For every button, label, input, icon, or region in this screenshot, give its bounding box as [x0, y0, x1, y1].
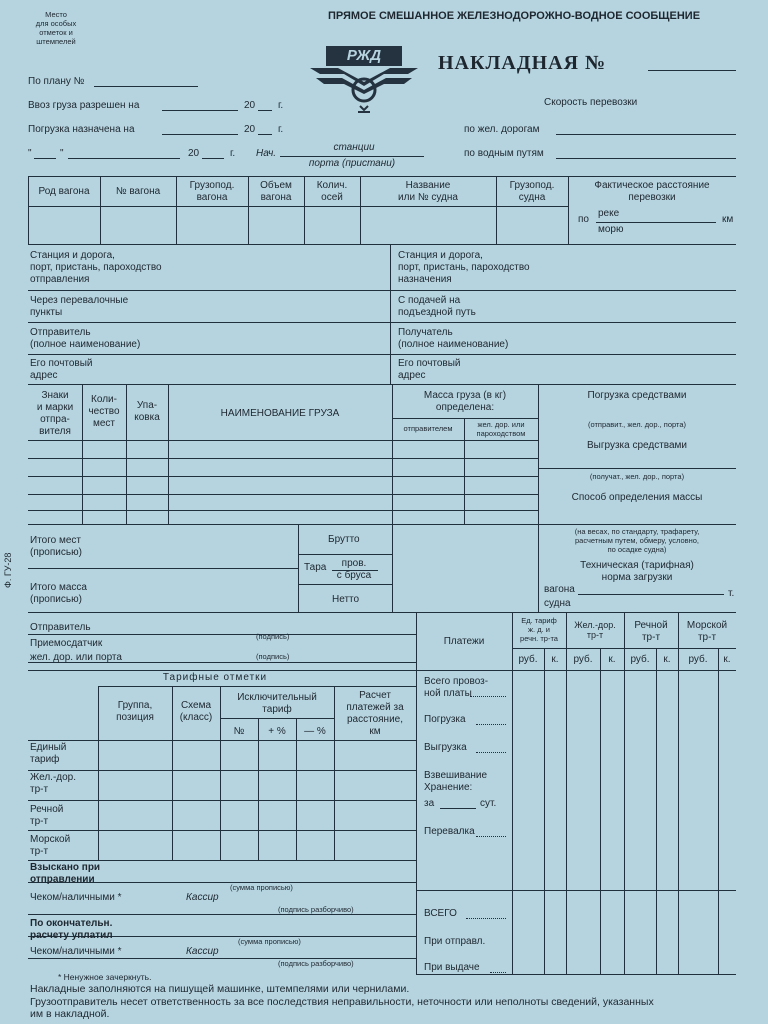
quote-mark: " [60, 148, 64, 159]
receiver-label: Получатель (полное наименование) [398, 327, 509, 350]
ship-label: судна [544, 598, 571, 609]
brutto-label: Брутто [328, 534, 360, 545]
tariff-minus-label: — % [304, 726, 326, 737]
netto-label: Нетто [332, 594, 360, 605]
footer-line2: Грузоотправитель несет ответственность за все последствия неправильности, неточности или неполноты сведений, указанных [30, 996, 654, 1008]
mass-method-label: Способ определения массы [571, 492, 703, 503]
col-places: Коли- чество мест [88, 394, 120, 429]
loading-by-note: (отправит., жел. дор., порта) [587, 420, 687, 429]
loading-year-field[interactable] [258, 134, 272, 135]
station-departure-label: Станция и дорога, порт, пристань, пароходство отправления [30, 250, 162, 285]
kop-label: к. [663, 654, 671, 665]
cashier-label: Кассир [186, 946, 219, 957]
doc-title: НАКЛАДНАЯ № [438, 52, 607, 74]
footer-note: * Ненужное зачеркнуть. [58, 972, 152, 982]
signature-hint: (подпись) [256, 652, 290, 661]
final-payment-label: По окончательн. расчету уплатил [30, 918, 113, 941]
tara-label: Тара [304, 562, 327, 573]
unloading-by-label: Выгрузка средствами [586, 440, 687, 451]
mass-method-note: (на весах, по стандарту, трафарету, расчетным путем, обмеру, условно, по осадке судна) [574, 527, 700, 554]
km-label: км [722, 214, 734, 225]
station-destination-label: Станция и дорога, порт, пристань, пароходство назначения [398, 250, 530, 285]
kop-label: к. [551, 654, 559, 665]
import-year-field[interactable] [258, 110, 272, 111]
col-river: Речной тр-т [634, 620, 668, 643]
pay-row-freight: Всего провоз- ной платы [424, 676, 489, 699]
month-field[interactable] [68, 158, 180, 159]
collected-departure-label: Взыскано при отправлении [30, 862, 101, 885]
rub-label: руб. [573, 654, 593, 665]
pay-on-delivery-label: При выдаче [424, 962, 480, 973]
year-label: 20 [244, 124, 256, 135]
col-marks: Знаки и марки отпра- вителя [36, 390, 74, 437]
pay-for-label: за [424, 798, 435, 809]
tariff-exclusive-label: Исключительный тариф [237, 692, 317, 715]
form-code: Ф. ГУ-28 [3, 552, 13, 588]
speed-label: Скорость перевозки [544, 97, 638, 108]
col-ship-name: Название или № судна [398, 180, 458, 203]
wagon-norm-field[interactable] [578, 594, 724, 595]
col-packing: Упа- ковка [134, 400, 160, 423]
col-rail: Жел.-дор. тр-т [574, 620, 616, 640]
rub-label: руб. [688, 654, 708, 665]
import-allowed-label: Ввоз груза разрешен на [28, 100, 140, 111]
col-axles: Колич. осей [316, 180, 348, 203]
col-cargo-name: НАИМЕНОВАНИЕ ГРУЗА [220, 408, 340, 419]
amount-hint: (сумма прописью) [238, 937, 301, 946]
top-title: ПРЯМОЕ СМЕШАННОЕ ЖЕЛЕЗНОДОРОЖНО-ВОДНОЕ СООБЩЕНИЕ [328, 10, 701, 22]
stantsii-label: станции [333, 142, 375, 153]
col-wagon-capacity: Грузопод. вагона [189, 180, 235, 203]
pay-row-transship: Перевалка [424, 826, 475, 837]
col-wagon-type: Род вагона [38, 186, 90, 197]
tariff-row-unified: Единый тариф [30, 742, 67, 765]
payments-title: Платежи [443, 636, 485, 647]
by-rail-label: жел. дор. или пароходством [476, 420, 526, 438]
t-label: т. [728, 588, 735, 599]
reke-label: реке [598, 208, 620, 219]
year-field[interactable] [202, 158, 224, 159]
footer-line1: Накладные заполняются на пишущей машинке, штемпелями или чернилами. [30, 983, 410, 995]
total-mass-label: Итого масса (прописью) [30, 582, 87, 605]
amount-hint: (сумма прописью) [230, 883, 293, 892]
kop-label: к. [723, 654, 731, 665]
receiver-address-label: Его почтовый адрес [398, 358, 461, 381]
receiver-agent-label: Приемосдатчик жел. дор. или порта [30, 638, 122, 663]
cashier-label: Кассир [186, 892, 219, 903]
quote-mark: " [28, 148, 32, 159]
by-plan-label: По плану № [28, 76, 85, 87]
po-label: по [578, 214, 589, 225]
pay-row-loading: Погрузка [424, 714, 466, 725]
col-sea: Морской тр-т [686, 620, 728, 643]
footer-line3: им в накладной. [30, 1008, 110, 1020]
pay-on-departure-label: При отправл. [424, 936, 486, 947]
col-wagon-number: № вагона [115, 186, 161, 197]
col-ship-capacity: Грузопод. судна [509, 180, 555, 203]
total-places-label: Итого мест (прописью) [30, 535, 82, 558]
loading-assigned-label: Погрузка назначена на [28, 124, 135, 135]
tariff-plus-label: + % [268, 726, 286, 737]
tariff-row-sea: Морской тр-т [30, 834, 71, 857]
tariff-scheme-label: Схема (класс) [179, 700, 213, 723]
pay-total-label: ВСЕГО [424, 908, 457, 919]
g-label: г. [278, 124, 284, 135]
distance-field[interactable] [596, 222, 716, 223]
tariff-no-label: № [233, 726, 245, 737]
transfer-points-label: Через перевалочные пункты [30, 295, 129, 318]
pay-days-label: сут. [480, 798, 497, 809]
sign-clear-hint: (подпись разборчиво) [278, 959, 354, 968]
by-sender-label: отправителем [403, 424, 453, 433]
tariff-row-rail: Жел.-дор. тр-т [30, 772, 77, 795]
year-label: 20 [244, 100, 256, 111]
cheque-label: Чеком/наличными * [30, 946, 122, 957]
water-speed-field[interactable] [556, 158, 736, 159]
day-field[interactable] [34, 158, 56, 159]
rail-roads-label: по жел. дорогам [464, 124, 540, 135]
tariff-calc-label: Расчет платежей за расстояние, км [346, 690, 404, 737]
g-label: г. [278, 100, 284, 111]
rub-label: руб. [630, 654, 650, 665]
storage-days-field[interactable] [440, 808, 476, 809]
pay-row-weighing: Взвешивание Хранение: [424, 770, 488, 793]
col-wagon-volume: Объем вагона [260, 180, 292, 203]
stamp-place-label: Место для особых отметок и штемпелей [35, 10, 77, 46]
logo-text: РЖД [346, 47, 382, 64]
rail-speed-field[interactable] [556, 134, 736, 135]
mass-by-label: Масса груза (в кг) определена: [423, 390, 507, 413]
tariff-group-label: Группа, позиция [116, 700, 154, 723]
loading-by-label: Погрузка средствами [587, 390, 687, 401]
water-ways-label: по водным путям [464, 148, 544, 159]
col-distance: Фактическое расстояние перевозки [594, 180, 710, 203]
moryu-label: морю [598, 224, 624, 235]
tech-norm-label: Техническая (тарифная) норма загрузки [580, 560, 694, 583]
sender-label: Отправитель (полное наименование) [30, 327, 141, 350]
year-label: 20 [188, 148, 200, 159]
cheque-label: Чеком/наличными * [30, 892, 122, 903]
tara-options: пров. с бруса [336, 558, 372, 581]
loading-date-field[interactable] [162, 134, 238, 135]
rub-label: руб. [518, 654, 538, 665]
porta-label: порта (пристани) [308, 158, 396, 169]
siding-label: С подачей на подъездной путь [398, 295, 476, 318]
unloading-by-note: (получат., жел. дор., порта) [589, 472, 685, 481]
kop-label: к. [608, 654, 616, 665]
nach-label: Нач. [256, 148, 277, 159]
import-date-field[interactable] [162, 110, 238, 111]
plan-number-field[interactable] [94, 86, 198, 87]
sender-address-label: Его почтовый адрес [30, 358, 93, 381]
sign-clear-hint: (подпись разборчиво) [278, 905, 354, 914]
tariff-title: Тарифные отметки [162, 672, 268, 683]
col-unified-tariff: Ед. тариф ж. д. и речн. тр-та [520, 616, 558, 643]
g-label: г. [230, 148, 236, 159]
doc-number-field[interactable] [648, 70, 736, 71]
station-chief-field[interactable] [280, 156, 424, 157]
tariff-row-river: Речной тр-т [30, 804, 64, 827]
wagon-label: вагона [544, 584, 575, 595]
signature-hint: (подпись) [256, 632, 290, 641]
signature-sender-label: Отправитель [30, 622, 91, 633]
pay-row-unloading: Выгрузка [424, 742, 467, 753]
